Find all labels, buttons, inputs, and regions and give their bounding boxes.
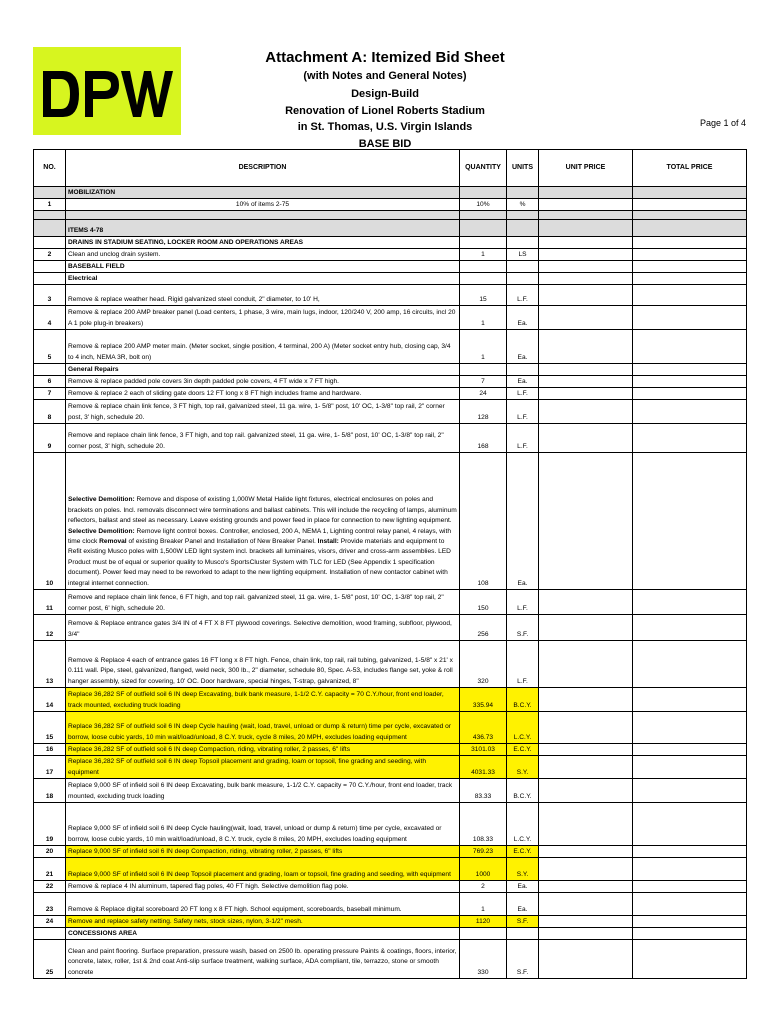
item-units: S.F. [507, 916, 539, 928]
table-row [34, 424, 747, 453]
item-total-price [633, 306, 747, 330]
item-unit-price [539, 756, 633, 779]
item-total-price [633, 199, 747, 211]
item-total-price [633, 590, 747, 615]
item-units: L.F. [507, 388, 539, 400]
item-units: B.C.Y. [507, 688, 539, 712]
table-row [34, 846, 747, 858]
item-description: Replace 9,000 SF of infield soil 6 IN deep Cycle hauling(wait, load, travel, unload or dump & return) time per cycle, excavated or borrow, loose cubic yards, 10 min wait/load/unload, 8 C.Y. truck, cycle 8 miles, 20 MPH, excludes loading equipment [66, 803, 460, 846]
item-unit-price [539, 220, 633, 237]
document-subtitle-project: Renovation of Lionel Roberts Stadium [285, 105, 485, 117]
item-total-price [633, 858, 747, 881]
table-row [34, 376, 747, 388]
item-quantity: 1 [460, 330, 507, 364]
item-quantity [460, 261, 507, 273]
item-description: Replace 9,000 SF of infield soil 6 IN deep Compaction, riding, vibrating roller, 2 passes, 6" lifts [66, 846, 460, 858]
item-description: Remove & replace padded pole covers 3in depth padded pole covers, 4 FT wide x 7 FT high. [66, 376, 460, 388]
item-description: Remove and replace chain link fence, 6 FT high, and top rail. galvanized steel, 11 ga. wire, 1- 5/8" post, 10' OC, 1-3/8" top rail, 2" corner post, 6' high, schedule 20. [66, 590, 460, 615]
table-row [34, 199, 747, 211]
table-row [34, 916, 747, 928]
item-unit-price [539, 273, 633, 285]
item-number: 9 [34, 424, 66, 453]
item-total-price [633, 744, 747, 756]
item-quantity: 128 [460, 400, 507, 424]
document-subtitle-location: in St. Thomas, U.S. Virgin Islands [297, 121, 473, 133]
item-number: 15 [34, 712, 66, 744]
item-unit-price [539, 803, 633, 846]
item-unit-price [539, 424, 633, 453]
item-total-price [633, 846, 747, 858]
item-total-price [633, 893, 747, 916]
table-row [34, 285, 747, 306]
item-quantity: 2 [460, 881, 507, 893]
item-number: 10 [34, 453, 66, 590]
item-number: 16 [34, 744, 66, 756]
table-row [34, 858, 747, 881]
item-total-price [633, 261, 747, 273]
item-units [507, 211, 539, 220]
item-description: Remove & Replace 4 each of entrance gates 16 FT long x 8 FT high. Fence, chain link, top rail, rail tubing, galvanized, 1-5/8" x 21' x 0.111 wall. Pipe, steel, galvanized, flanged, weld neck, 300 lb., 2" diameter, schedule 80, Spec. A-53, includes flange set, yoke & roll hanger assembly, sized for covering, 10' OC. Door hardware, special hinges, T-strap, galvanized, 8" [66, 641, 460, 688]
item-units: Ea. [507, 306, 539, 330]
item-total-price [633, 453, 747, 590]
item-total-price [633, 400, 747, 424]
item-description: MOBILIZATION [66, 187, 460, 199]
item-units: S.F. [507, 615, 539, 641]
item-quantity: 436.73 [460, 712, 507, 744]
item-quantity [460, 211, 507, 220]
item-units: % [507, 199, 539, 211]
table-row [34, 641, 747, 688]
item-total-price [633, 615, 747, 641]
item-quantity: 4031.33 [460, 756, 507, 779]
item-quantity: 168 [460, 424, 507, 453]
table-row [34, 330, 747, 364]
header-total-price: TOTAL PRICE [633, 150, 747, 187]
item-unit-price [539, 779, 633, 803]
item-description: Clean and unclog drain system. [66, 249, 460, 261]
header-quantity: QUANTITY [460, 150, 507, 187]
item-quantity [460, 220, 507, 237]
item-units: Ea. [507, 330, 539, 364]
item-total-price [633, 388, 747, 400]
item-total-price [633, 803, 747, 846]
item-unit-price [539, 846, 633, 858]
item-units: L.F. [507, 641, 539, 688]
item-unit-price [539, 285, 633, 306]
document-title: Attachment A: Itemized Bid Sheet [265, 49, 505, 66]
item-units [507, 364, 539, 376]
item-description: 10% of items 2-75 [66, 199, 460, 211]
item-total-price [633, 881, 747, 893]
document-subtitle-base-bid: BASE BID [358, 138, 412, 150]
item-number: 3 [34, 285, 66, 306]
item-unit-price [539, 364, 633, 376]
document-subtitle-design-build: Design-Build [351, 88, 419, 100]
item-description: Replace 36,282 SF of outfield soil 6 IN deep Topsoil placement and grading, loam or topsoil, fine grading and seeding, with equipment [66, 756, 460, 779]
item-unit-price [539, 615, 633, 641]
item-description: Replace 36,282 SF of outfield soil 6 IN deep Compaction, riding, vibrating roller, 2 passes, 6" lifts [66, 744, 460, 756]
table-row [34, 744, 747, 756]
header-description: DESCRIPTION [66, 150, 460, 187]
table-row [34, 220, 747, 237]
item-units: E.C.Y. [507, 744, 539, 756]
item-units [507, 187, 539, 199]
item-total-price [633, 916, 747, 928]
table-row [34, 779, 747, 803]
item-units: B.C.Y. [507, 779, 539, 803]
item-description: Remove & replace 200 AMP breaker panel (Load centers, 1 phase, 3 wire, main lugs, indoor, 120/240 V, 200 amp, 16 circuits, incl 20 A 1 pole plug-in breakers) [66, 306, 460, 330]
table-row [34, 615, 747, 641]
table-row [34, 453, 747, 590]
item-quantity: 24 [460, 388, 507, 400]
item-description [66, 211, 460, 220]
item-number: 7 [34, 388, 66, 400]
item-quantity: 150 [460, 590, 507, 615]
item-unit-price [539, 712, 633, 744]
item-number: 21 [34, 858, 66, 881]
item-units [507, 273, 539, 285]
item-quantity: 1 [460, 249, 507, 261]
item-quantity: 1 [460, 306, 507, 330]
item-number [34, 273, 66, 285]
item-total-price [633, 187, 747, 199]
item-unit-price [539, 237, 633, 249]
table-row [34, 249, 747, 261]
table-row [34, 712, 747, 744]
item-quantity: 7 [460, 376, 507, 388]
bid-table [33, 149, 747, 979]
item-description: Remove & replace 200 AMP meter main. (Meter socket, single position, 4 terminal, 200 A) (Meter socket entry hub, closing cap, 3/4 to 4 inch, NEMA 3R, bolt on) [66, 330, 460, 364]
header-unit-price: UNIT PRICE [539, 150, 633, 187]
item-quantity: 15 [460, 285, 507, 306]
item-number: 11 [34, 590, 66, 615]
table-row [34, 364, 747, 376]
item-total-price [633, 928, 747, 940]
item-number: 2 [34, 249, 66, 261]
table-row [34, 211, 747, 220]
item-unit-price [539, 249, 633, 261]
item-quantity: 1120 [460, 916, 507, 928]
item-description: Remove and replace chain link fence, 3 FT high, and top rail. galvanized steel, 11 ga. wire, 1- 5/8" post, 10' OC, 1-3/8" top rail, 2" corner post, 3' high, schedule 20. [66, 424, 460, 453]
item-total-price [633, 712, 747, 744]
item-number: 13 [34, 641, 66, 688]
item-unit-price [539, 453, 633, 590]
item-description: General Repairs [66, 364, 460, 376]
item-quantity: 335.94 [460, 688, 507, 712]
item-units: L.C.Y. [507, 803, 539, 846]
item-total-price [633, 688, 747, 712]
item-number: 24 [34, 916, 66, 928]
item-number: 18 [34, 779, 66, 803]
item-unit-price [539, 306, 633, 330]
item-number: 17 [34, 756, 66, 779]
table-row [34, 261, 747, 273]
item-number: 1 [34, 199, 66, 211]
item-number: 20 [34, 846, 66, 858]
item-total-price [633, 211, 747, 220]
item-description: CONCESSIONS AREA [66, 928, 460, 940]
item-units: LS [507, 249, 539, 261]
item-unit-price [539, 388, 633, 400]
item-total-price [633, 285, 747, 306]
item-unit-price [539, 641, 633, 688]
item-quantity: 330 [460, 940, 507, 979]
item-unit-price [539, 744, 633, 756]
table-row [34, 590, 747, 615]
item-total-price [633, 273, 747, 285]
item-number: 6 [34, 376, 66, 388]
item-number [34, 220, 66, 237]
item-description: Remove & replace weather head. Rigid galvanized steel conduit, 2" diameter, to 10' H, [66, 285, 460, 306]
item-quantity [460, 187, 507, 199]
item-description: Selective Demolition: Remove and dispose of existing 1,000W Metal Halide light fixtures, electrical enclosures on poles and brackets on poles. Incl. removals disconnect wire terminations and ballast cabinets. This will include the recycling of lamps, aluminum reflectors, ballast and steel as necessary. Leave existing grounds and power feed in place for connection to new lighting equipment. Selective Demolition: Remove light control boxes. Controller, enclosed, 200 A, NEMA 1, Lighting control relay panel, 4 relays, with time clock Removal of existing Breaker Panel and Installation of New Breaker Panel. Install: Provide materials and equipment to Refit existing Musco poles with 1,500W LED light system incl. brackets all luminaires, visors, driver and cross-arm assemblies. LED Product must be of equal or superior quality to Musco's SportsCluster System with TLC for LED (See Appendix 1 specification document). Power feed may need to be reworked to adapt to the new lighting equipment. Installation of new contactor cabinet with integral internet connection. [66, 453, 460, 590]
item-unit-price [539, 688, 633, 712]
item-description: Replace 9,000 SF of infield soil 6 IN deep Topsoil placement and grading, loam or topsoil, fine grading and seeding, with equipment [66, 858, 460, 881]
item-description: Replace 36,282 SF of outfield soil 6 IN deep Excavating, bulk bank measure, 1-1/2 C.Y. capacity = 70 C.Y./hour, front end loader, track mounted, excluding truck loading [66, 688, 460, 712]
table-row [34, 940, 747, 979]
item-total-price [633, 779, 747, 803]
item-total-price [633, 249, 747, 261]
item-units: E.C.Y. [507, 846, 539, 858]
table-row [34, 273, 747, 285]
item-units [507, 220, 539, 237]
table-row [34, 388, 747, 400]
item-units [507, 928, 539, 940]
item-units: S.Y. [507, 756, 539, 779]
table-row [34, 688, 747, 712]
item-quantity [460, 928, 507, 940]
item-quantity [460, 364, 507, 376]
item-number: 12 [34, 615, 66, 641]
item-description: Clean and paint flooring. Surface preparation, pressure wash, based on 2500 lb. operating pressure Paints & coatings, floors, interior, concrete, latex, roller, 1st & 2nd coat Anti-slip surface treatment, walking surface, ADA compliant, tile, terrazzo, stone or smooth concrete [66, 940, 460, 979]
item-number [34, 261, 66, 273]
item-number [34, 211, 66, 220]
item-description: Remove & Replace entrance gates 3/4 IN of 4 FT X 8 FT plywood coverings. Selective demolition, wood framing, subfloor, plywood, 3/4" [66, 615, 460, 641]
table-header-row [34, 150, 747, 187]
item-total-price [633, 940, 747, 979]
item-units: Ea. [507, 376, 539, 388]
item-quantity: 108 [460, 453, 507, 590]
table-row [34, 893, 747, 916]
item-quantity [460, 273, 507, 285]
item-unit-price [539, 211, 633, 220]
item-number: 5 [34, 330, 66, 364]
item-unit-price [539, 261, 633, 273]
item-unit-price [539, 590, 633, 615]
item-total-price [633, 364, 747, 376]
table-row [34, 756, 747, 779]
item-units: S.F. [507, 940, 539, 979]
item-unit-price [539, 199, 633, 211]
table-row [34, 400, 747, 424]
item-units [507, 261, 539, 273]
table-row [34, 237, 747, 249]
header-no: NO. [34, 150, 66, 187]
item-description: Remove & replace chain link fence, 3 FT high, top rail, galvanized steel, 11 ga. wire, 1- 5/8" post, 10' OC, 1-3/8" top rail, 2" corner post, 3' high, schedule 20. [66, 400, 460, 424]
item-units [507, 237, 539, 249]
item-description: Replace 9,000 SF of infield soil 6 IN deep Excavating, bulk bank measure, 1-1/2 C.Y. capacity = 70 C.Y./hour, front end loader, track mounted, excluding truck loading [66, 779, 460, 803]
item-description: DRAINS IN STADIUM SEATING, LOCKER ROOM AND OPERATIONS AREAS [66, 237, 460, 249]
header-units: UNITS [507, 150, 539, 187]
item-number: 14 [34, 688, 66, 712]
item-units: L.F. [507, 590, 539, 615]
item-total-price [633, 756, 747, 779]
item-total-price [633, 641, 747, 688]
table-row [34, 187, 747, 199]
item-unit-price [539, 881, 633, 893]
table-row [34, 928, 747, 940]
item-units: S.Y. [507, 858, 539, 881]
item-description: Electrical [66, 273, 460, 285]
item-units: L.F. [507, 400, 539, 424]
item-number [34, 187, 66, 199]
item-number: 22 [34, 881, 66, 893]
item-description: Remove & replace 4 IN aluminum, tapered flag poles, 40 FT high. Selective demolition flag pole. [66, 881, 460, 893]
item-units: L.F. [507, 424, 539, 453]
item-unit-price [539, 376, 633, 388]
item-quantity: 320 [460, 641, 507, 688]
item-number: 25 [34, 940, 66, 979]
item-unit-price [539, 400, 633, 424]
item-units: L.F. [507, 285, 539, 306]
item-units: Ea. [507, 881, 539, 893]
item-total-price [633, 220, 747, 237]
item-number [34, 237, 66, 249]
item-unit-price [539, 330, 633, 364]
item-description: Replace 36,282 SF of outfield soil 6 IN deep Cycle hauling (wait, load, travel, unload or dump & return) time per cycle, excavated or borrow, loose cubic yards, 10 min wait/load/unload, 8 C.Y. truck, cycle 8 miles, 20 MPH, excludes loading equipment [66, 712, 460, 744]
item-unit-price [539, 916, 633, 928]
item-unit-price [539, 928, 633, 940]
document-subtitle-notes: (with Notes and General Notes) [303, 70, 467, 82]
item-unit-price [539, 858, 633, 881]
item-units: L.C.Y. [507, 712, 539, 744]
item-unit-price [539, 940, 633, 979]
item-total-price [633, 376, 747, 388]
table-row [34, 881, 747, 893]
item-total-price [633, 237, 747, 249]
item-description: BASEBALL FIELD [66, 261, 460, 273]
item-description: Remove & Replace digital scoreboard 20 FT long x 8 FT high. School equipment, scoreboards, baseball minimum. [66, 893, 460, 916]
item-unit-price [539, 893, 633, 916]
item-description: ITEMS 4-78 [66, 220, 460, 237]
item-quantity: 83.33 [460, 779, 507, 803]
item-number [34, 364, 66, 376]
item-quantity: 769.23 [460, 846, 507, 858]
table-row [34, 306, 747, 330]
item-number: 8 [34, 400, 66, 424]
item-total-price [633, 330, 747, 364]
item-number [34, 928, 66, 940]
item-quantity: 1000 [460, 858, 507, 881]
item-units: Ea. [507, 893, 539, 916]
item-quantity: 108.33 [460, 803, 507, 846]
page-number: Page 1 of 4 [699, 118, 746, 128]
item-quantity: 256 [460, 615, 507, 641]
item-quantity: 10% [460, 199, 507, 211]
item-description: Remove & replace 2 each of sliding gate doors 12 FT long x 8 FT high includes frame and hardware. [66, 388, 460, 400]
item-quantity [460, 237, 507, 249]
item-description: Remove and replace safety netting. Safety nets, stock sizes, nylon, 3-1/2" mesh. [66, 916, 460, 928]
item-number: 19 [34, 803, 66, 846]
item-quantity: 1 [460, 893, 507, 916]
table-row [34, 803, 747, 846]
item-quantity: 3101.03 [460, 744, 507, 756]
item-total-price [633, 424, 747, 453]
item-unit-price [539, 187, 633, 199]
item-number: 4 [34, 306, 66, 330]
item-units: Ea. [507, 453, 539, 590]
item-number: 23 [34, 893, 66, 916]
